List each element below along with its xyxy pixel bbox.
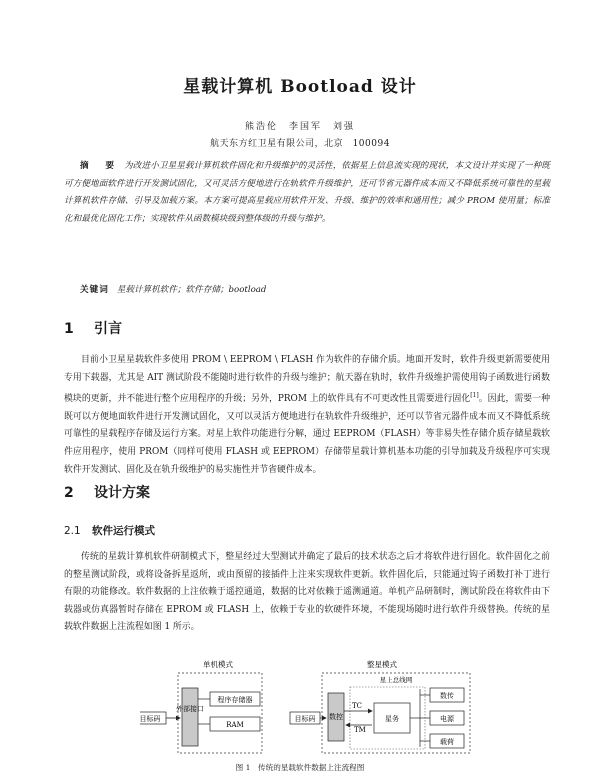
- left-diagram-title: 单机模式: [203, 660, 233, 669]
- affiliation: 航天东方红卫星有限公司，北京 100094: [210, 139, 390, 149]
- right-diagram-title: 整星模式: [367, 660, 397, 669]
- paragraph-text-cont: 。因此，需要一种既可以方便地面软件进行开发测试固化，又可以灵活方便地进行在轨软件升级维护，还可以节省元器件成本而又不降低系统可靠性的星载程序存储及运行方案。对星上软件功能进行分解，通过 EEPROM（FLASH）等非易失性存储介质存储星载软件应用程序，使用 PROM（同样可使用 FLASH 或 EEPROM）存储带星载计算机基本功能的引导加载及升级程序可实现软件开发测试、固化及在轨升级维护的易实施性并节省硬件成本。: [64, 394, 551, 475]
- uplink-label: 数控: [329, 713, 343, 721]
- section-heading-2: [64, 482, 150, 502]
- keywords-label: 关键词: [80, 285, 109, 295]
- section-title: 引言: [94, 321, 122, 337]
- unit-label: 载荷: [440, 738, 454, 746]
- figure-1-diagram: [140, 659, 480, 755]
- housekeeping-label: 星务: [385, 715, 399, 723]
- tc-label: TC: [352, 702, 363, 710]
- paragraph-text: 目前小卫星星载软件多使用 PROM \ EEPROM \ FLASH 作为软件的存储介质。地面开发时，软件升级更新需要使用专用下载器，尤其是 AIT 测试阶段不能随时进行软件的升级与维护；航天器在轨时，软件升级维护需使用钩子函数进行函数模块的更新，并不能进行整个应用程序的升级；另外，PROM 上的软件具有不可更改性且需要进行固化: [64, 355, 550, 405]
- unit-label: 数传: [440, 692, 454, 700]
- section-1-paragraph: [64, 352, 550, 479]
- abstract-text: 为改进小卫星星载计算机软件固化和升级维护的灵活性，依据星上信息流实现的现状，本文设计并实现了一种既可方便地面软件进行开发测试固化，又可灵活方便地进行在轨软件升级维护，还可节省元器件成本而又不降低系统可靠性的星载计算机软件存储、引导及加载方案。本方案可提高星载应用软件开发、升级、维护的效率和通用性；减少 PROM 使用量；标准化和最优化固化工作；实现软件从函数模块级到整体级的升级与维护。: [64, 161, 550, 224]
- abstract-label: 摘 要: [80, 161, 119, 171]
- citation-ref: [1]: [470, 392, 479, 400]
- paper-title: 星载计算机 Bootload 设计: [183, 77, 417, 97]
- section-title: 设计方案: [94, 485, 150, 501]
- section-heading-1: [64, 318, 122, 338]
- interface-box: [182, 688, 198, 746]
- unit-label: 电源: [440, 715, 454, 723]
- interface-label: 外部接口: [176, 705, 204, 713]
- abstract: [64, 158, 550, 228]
- keywords: [80, 283, 550, 295]
- authors: 熊浩伦 李国军 刘强: [244, 122, 355, 132]
- left-source-label: 目标码: [140, 715, 161, 723]
- keywords-text: 星载计算机软件；软件存储；bootload: [116, 285, 267, 295]
- section-2-1-paragraph: [64, 549, 550, 637]
- tm-label: TM: [354, 726, 366, 734]
- bus-label: 星上总线网: [379, 676, 413, 684]
- subsection-number: 2.1: [64, 525, 81, 537]
- section-number: 1: [64, 321, 74, 337]
- paragraph-text: 传统的星载计算机软件研制模式下，整星经过大型测试并确定了最后的技术状态之后才将软件进行固化。软件固化之前的整星测试阶段，或将设备拆星返所，或由预留的接插件上注来实现软件更新。软件固化后，只能通过钩子函数打补丁进行有限的功能修改。软件数据的上注依赖于遥控通道，数据的比对依赖于遥测通道。单机产品研制时，测试阶段在将软件由下载器或仿真器暂时存储在 EPROM 或 FLASH 上，依赖于专业的软硬件环境，不能现场随时进行软件升级替换。传统的星载软件数据上注流程如图 1 所示。: [64, 552, 550, 633]
- subsection-heading-2-1: [64, 523, 155, 538]
- right-source-label: 目标码: [294, 715, 316, 723]
- figure-caption: 图 1 传统的星载软件数据上注流程图: [235, 763, 365, 772]
- ram-label: RAM: [226, 721, 244, 729]
- section-number: 2: [64, 485, 74, 501]
- subsection-title: 软件运行模式: [92, 525, 155, 537]
- program-storage-label: 程序存储器: [217, 696, 253, 704]
